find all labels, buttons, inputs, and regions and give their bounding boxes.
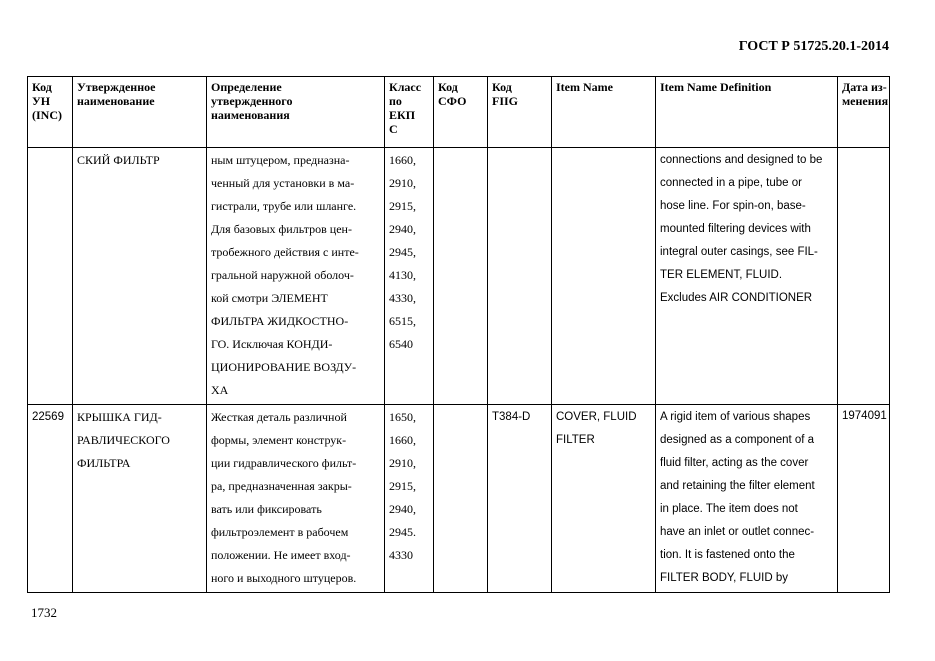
cell-line: 22569 xyxy=(32,411,64,423)
cell-line: have an inlet or outlet connec- xyxy=(660,526,815,538)
cell-line: 6540 xyxy=(389,337,413,351)
cell-line: ЦИОНИРОВАНИЕ ВОЗДУ- xyxy=(211,360,357,374)
cell-line: hose line. For spin-on, base- xyxy=(660,200,806,212)
col-sfo-cell xyxy=(434,405,488,593)
header-line: менения xyxy=(842,94,889,108)
col-sfo-header xyxy=(434,77,488,148)
nomenclature-table xyxy=(27,76,890,593)
cell-line: ра, предназначенная закры- xyxy=(211,479,352,493)
cell-line: ГО. Исключая КОНДИ- xyxy=(211,337,333,351)
cell-line: mounted filtering devices with xyxy=(660,223,811,235)
col-change-date-cell xyxy=(838,148,890,405)
header-line: Код xyxy=(32,80,52,94)
header-line: наименования xyxy=(211,108,290,122)
header-line: Item Name Definition xyxy=(660,80,772,94)
col-fiig-cell xyxy=(488,148,552,405)
cell-line: 2910, xyxy=(389,456,416,470)
cell-line: fluid filter, acting as the cover xyxy=(660,457,809,469)
cell-line: ным штуцером, предназна- xyxy=(211,153,350,167)
cell-line: connected in a pipe, tube or xyxy=(660,177,802,189)
col-item-name-cell xyxy=(552,148,656,405)
cell-line: in place. The item does not xyxy=(660,503,798,515)
col-approved-name-cell xyxy=(73,405,207,593)
cell-line: integral outer casings, see FIL- xyxy=(660,246,818,258)
cell-line: 2945. xyxy=(389,525,416,539)
header-line: Код xyxy=(492,80,512,94)
cell-line: 2915, xyxy=(389,479,416,493)
table-row xyxy=(28,405,890,593)
cell-line: РАВЛИЧЕСКОГО xyxy=(77,433,170,447)
cell-line: 4130, xyxy=(389,268,416,282)
col-inc-cell xyxy=(28,148,73,405)
standard-number: ГОСТ Р 51725.20.1-2014 xyxy=(738,39,889,54)
header-line: Item Name xyxy=(556,80,613,94)
col-inc-cell xyxy=(28,405,73,593)
cell-line: and retaining the filter element xyxy=(660,480,815,492)
cell-line: вать или фиксировать xyxy=(211,502,322,516)
cell-line: формы, элемент конструк- xyxy=(211,433,347,447)
col-fiig-header xyxy=(488,77,552,148)
header-line: СФО xyxy=(438,94,467,108)
col-approved-name-cell xyxy=(73,148,207,405)
cell-line: гральной наружной оболоч- xyxy=(211,268,354,282)
cell-line: ФИЛЬТРА xyxy=(77,456,131,470)
header-line: наименование xyxy=(77,94,155,108)
col-item-definition-cell xyxy=(656,405,838,593)
cell-line: 2915, xyxy=(389,199,416,213)
cell-line: Для базовых фильтров цен- xyxy=(211,222,352,236)
header-line: Определение xyxy=(211,80,282,94)
header-line: (INC) xyxy=(32,108,62,122)
cell-line: фильтроэлемент в рабочем xyxy=(211,525,349,539)
cell-line: гистрали, трубе или шланге. xyxy=(211,199,357,213)
cell-line: Excludes AIR CONDITIONER xyxy=(660,292,813,304)
cell-line: TER ELEMENT, FLUID. xyxy=(660,269,783,281)
header-line: утвержденного xyxy=(211,94,293,108)
col-change-date-cell xyxy=(838,405,890,593)
cell-line: designed as a component of a xyxy=(660,434,815,446)
col-sfo-cell xyxy=(434,148,488,405)
cell-line: ХА xyxy=(211,383,229,397)
header-line: ЕКП xyxy=(389,108,416,122)
cell-line: COVER, FLUID xyxy=(556,411,637,423)
header-line: Дата из- xyxy=(842,80,887,94)
header-line: УН xyxy=(32,94,51,108)
header-line: С xyxy=(389,122,398,136)
col-approved-name-header xyxy=(73,77,207,148)
col-fiig-cell xyxy=(488,405,552,593)
col-class-cell xyxy=(385,405,434,593)
cell-line: СКИЙ ФИЛЬТР xyxy=(77,153,160,167)
cell-line: tion. It is fastened onto the xyxy=(660,549,795,561)
col-change-date-header xyxy=(838,77,890,148)
cell-line: FILTER BODY, FLUID by xyxy=(660,572,789,584)
col-definition-header xyxy=(207,77,385,148)
cell-line: положении. Не имеет вход- xyxy=(211,548,351,562)
cell-line: ного и выходного штуцеров. xyxy=(211,571,357,585)
cell-line: ФИЛЬТРА ЖИДКОСТНО- xyxy=(211,314,349,328)
col-item-name-header xyxy=(552,77,656,148)
cell-line: ции гидравлического фильт- xyxy=(211,456,357,470)
table-header-row xyxy=(28,77,890,148)
col-class-cell xyxy=(385,148,434,405)
cell-line: 1974091 xyxy=(842,410,887,422)
cell-line: ченный для установки в ма- xyxy=(211,176,355,190)
cell-line: FILTER xyxy=(556,434,595,446)
header-line: по xyxy=(389,94,402,108)
cell-line: 2940, xyxy=(389,222,416,236)
col-item-definition-cell xyxy=(656,148,838,405)
table-row xyxy=(28,148,890,405)
col-item-definition-header xyxy=(656,77,838,148)
cell-line: 4330 xyxy=(389,548,413,562)
cell-line: 2910, xyxy=(389,176,416,190)
cell-line: тробежного действия с инте- xyxy=(211,245,359,259)
cell-line: 2940, xyxy=(389,502,416,516)
page-number: 1732 xyxy=(31,605,57,620)
cell-line: кой смотри ЭЛЕМЕНТ xyxy=(211,291,328,305)
cell-line: КРЫШКА ГИД- xyxy=(77,410,162,424)
col-definition-cell xyxy=(207,148,385,405)
cell-line: 2945, xyxy=(389,245,416,259)
header-line: Класс xyxy=(389,80,422,94)
cell-line: 4330, xyxy=(389,291,416,305)
cell-line: T384-D xyxy=(492,411,531,423)
col-item-name-cell xyxy=(552,405,656,593)
cell-line: 1650, xyxy=(389,410,416,424)
cell-line: A rigid item of various shapes xyxy=(660,411,811,423)
col-definition-cell xyxy=(207,405,385,593)
header-line: Код xyxy=(438,80,458,94)
cell-line: 1660, xyxy=(389,153,416,167)
cell-line: 1660, xyxy=(389,433,416,447)
header-line: Утвержденное xyxy=(77,80,156,94)
col-inc-header xyxy=(28,77,73,148)
col-class-header xyxy=(385,77,434,148)
cell-line: 6515, xyxy=(389,314,416,328)
header-line: FIIG xyxy=(492,94,519,108)
cell-line: connections and designed to be xyxy=(660,154,823,166)
cell-line: Жесткая деталь различной xyxy=(211,410,347,424)
